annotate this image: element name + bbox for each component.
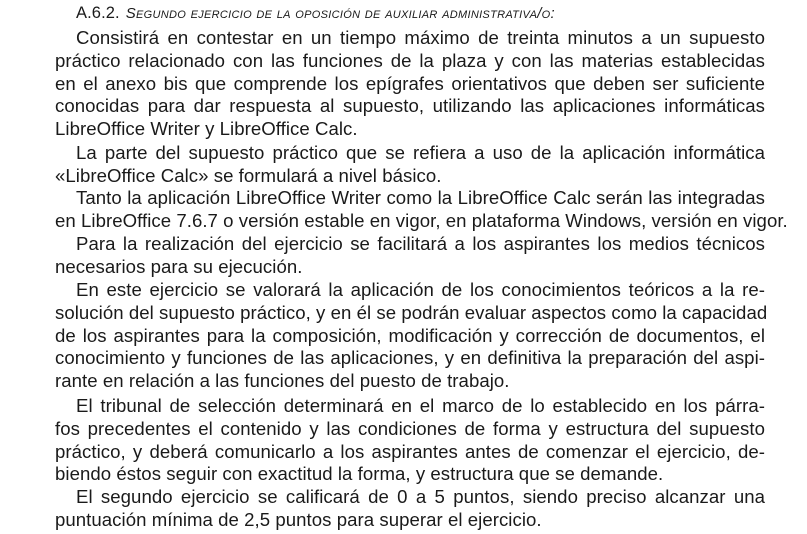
paragraph-line: conocidas para dar respuesta al supuesto, utilizando las aplicaciones informáticas xyxy=(55,95,765,117)
paragraph-line: biendo éstos seguir con exactitud la forma, y estructura que se demande. xyxy=(55,463,664,485)
paragraph-1 xyxy=(55,27,765,141)
paragraph-2 xyxy=(55,142,765,188)
section-number: A.6.2. xyxy=(76,4,120,22)
paragraph-6 xyxy=(55,395,765,486)
paragraph-line: El segundo ejercicio se calificará de 0 a 5 puntos, siendo preciso alcanzar una xyxy=(76,486,765,507)
paragraph-line: solución del supuesto práctico, y en él se podrán evaluar aspectos como la capacidad xyxy=(55,301,768,323)
section-heading xyxy=(76,3,555,24)
paragraph-line: Para la realización del ejercicio se facilitará a los aspirantes los medios técnicos xyxy=(76,233,765,254)
paragraph-line: en LibreOffice 7.6.7 o versión estable en vigor, en plataforma Windows, versión en vigor. xyxy=(55,209,788,231)
paragraph-line: LibreOffice Writer y LibreOffice Calc. xyxy=(55,118,358,140)
paragraph-line: necesarios para su ejecución. xyxy=(55,255,303,277)
paragraph-line: «LibreOffice Calc» se formulará a nivel básico. xyxy=(55,164,442,186)
paragraph-line: práctico relacionado con las funciones de la plaza y con las materias establecidas xyxy=(55,49,765,71)
paragraph-line: de los aspirantes para la composición, modificación y corrección de documentos, el xyxy=(55,324,765,346)
paragraph-line: El tribunal de selección determinará en el marco de lo establecido en los párra- xyxy=(76,395,765,416)
paragraph-line: rante en relación a las funciones del puesto de trabajo. xyxy=(55,370,510,392)
paragraph-line: conocimiento y funciones de las aplicaciones, y en definitiva la preparación del aspi- xyxy=(55,347,765,369)
section-title: Segundo ejercicio de la oposición de auxiliar administrativa/o: xyxy=(125,5,555,22)
paragraph-line: puntuación mínima de 2,5 puntos para superar el ejercicio. xyxy=(55,508,542,530)
paragraph-line: en el anexo bis que comprende los epígrafes orientativos que deben ser suficiente xyxy=(55,72,765,94)
paragraph-line: La parte del supuesto práctico que se refiera a uso de la aplicación informática xyxy=(76,142,765,163)
paragraph-line: fos precedentes el contenido y las condiciones de forma y estructura del supuesto xyxy=(55,417,765,439)
paragraph-line: En este ejercicio se valorará la aplicación de los conocimientos teóricos a la re- xyxy=(76,279,765,300)
paragraph-7 xyxy=(55,486,765,532)
paragraph-5 xyxy=(55,279,768,393)
paragraph-3 xyxy=(55,187,788,233)
paragraph-4 xyxy=(55,233,765,279)
paragraph-line: práctico, y deberá comunicarlo a los aspirantes antes de comenzar el ejercicio, de- xyxy=(55,440,765,462)
paragraph-line: Tanto la aplicación LibreOffice Writer como la LibreOffice Calc serán las integradas xyxy=(76,187,765,208)
paragraph-line: Consistirá en contestar en un tiempo máximo de treinta minutos a un supuesto xyxy=(76,27,765,48)
